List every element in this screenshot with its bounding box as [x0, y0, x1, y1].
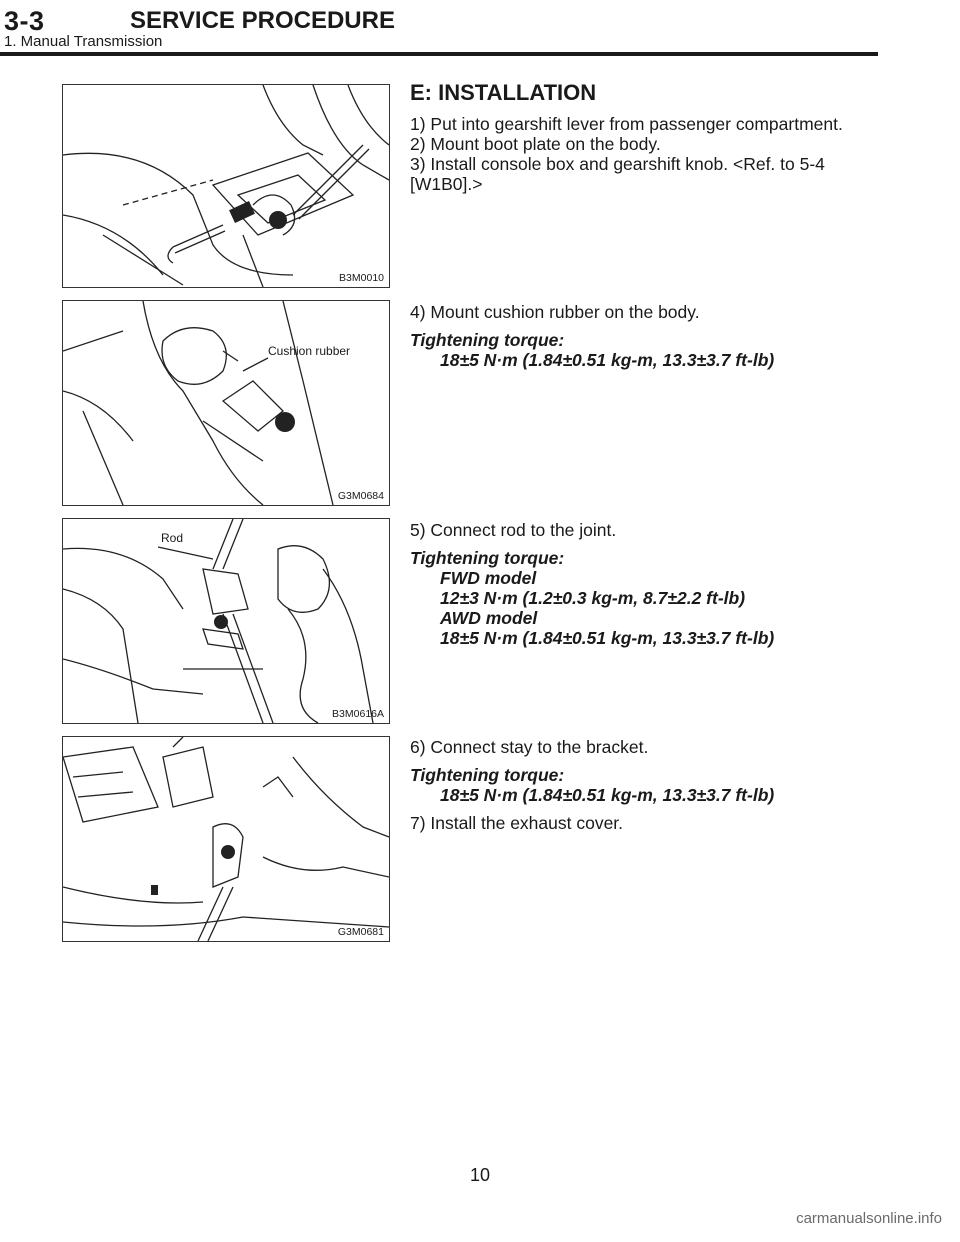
step-line: 5) Connect rod to the joint. [410, 520, 617, 540]
step-line: 2) Mount boot plate on the body. [410, 134, 661, 154]
page-number: 10 [469, 1165, 491, 1185]
torque-model: FWD model [440, 568, 537, 588]
step-block-2 [410, 302, 880, 370]
section-heading: E: INSTALLATION [410, 80, 597, 105]
figure-code: G3M0681 [337, 926, 384, 938]
gearshift-lever-illustration [63, 85, 389, 287]
torque-heading: Tightening torque: [410, 765, 565, 785]
figure-code: B3M0010 [339, 272, 384, 284]
torque-value: 12±3 N·m (1.2±0.3 kg-m, 8.7±2.2 ft-lb) [440, 588, 746, 608]
figure-cushion-rubber [62, 300, 390, 506]
section-title: SERVICE PROCEDURE [130, 7, 395, 34]
step-block-1 [410, 80, 880, 194]
section-number: 3-3 [4, 6, 45, 36]
step-block-3 [410, 520, 880, 648]
figure-rod-joint [62, 518, 390, 724]
header-rule [0, 52, 878, 56]
callout-cushion-rubber: Cushion rubber [268, 344, 351, 358]
step-line: 4) Mount cushion rubber on the body. [410, 302, 700, 322]
figure-code: B3M0616A [332, 708, 384, 720]
callout-rod: Rod [161, 531, 184, 545]
stay-bracket-illustration [63, 737, 389, 941]
step-block-4 [410, 737, 880, 833]
rod-joint-illustration [63, 519, 389, 723]
torque-heading: Tightening torque: [410, 330, 565, 350]
torque-value: 18±5 N·m (1.84±0.51 kg-m, 13.3±3.7 ft-lb) [440, 785, 775, 805]
cushion-rubber-illustration [63, 301, 389, 505]
torque-model: AWD model [440, 608, 538, 628]
step-line: 7) Install the exhaust cover. [410, 813, 624, 833]
subsection-title: 1. Manual Transmission [4, 33, 163, 50]
figure-code: G3M0684 [337, 490, 384, 502]
figure-gearshift-lever [62, 84, 390, 288]
step-line: 1) Put into gearshift lever from passenger compartment. [410, 114, 843, 134]
footer-watermark: carmanualsonline.info [796, 1210, 942, 1227]
step-line: 6) Connect stay to the bracket. [410, 737, 649, 757]
step-line: [W1B0].> [410, 174, 483, 194]
step-line: 3) Install console box and gearshift knob. <Ref. to 5-4 [410, 154, 825, 174]
figure-stay-bracket [62, 736, 390, 942]
torque-heading: Tightening torque: [410, 548, 565, 568]
torque-value: 18±5 N·m (1.84±0.51 kg-m, 13.3±3.7 ft-lb) [440, 628, 775, 648]
torque-value: 18±5 N·m (1.84±0.51 kg-m, 13.3±3.7 ft-lb) [440, 350, 775, 370]
